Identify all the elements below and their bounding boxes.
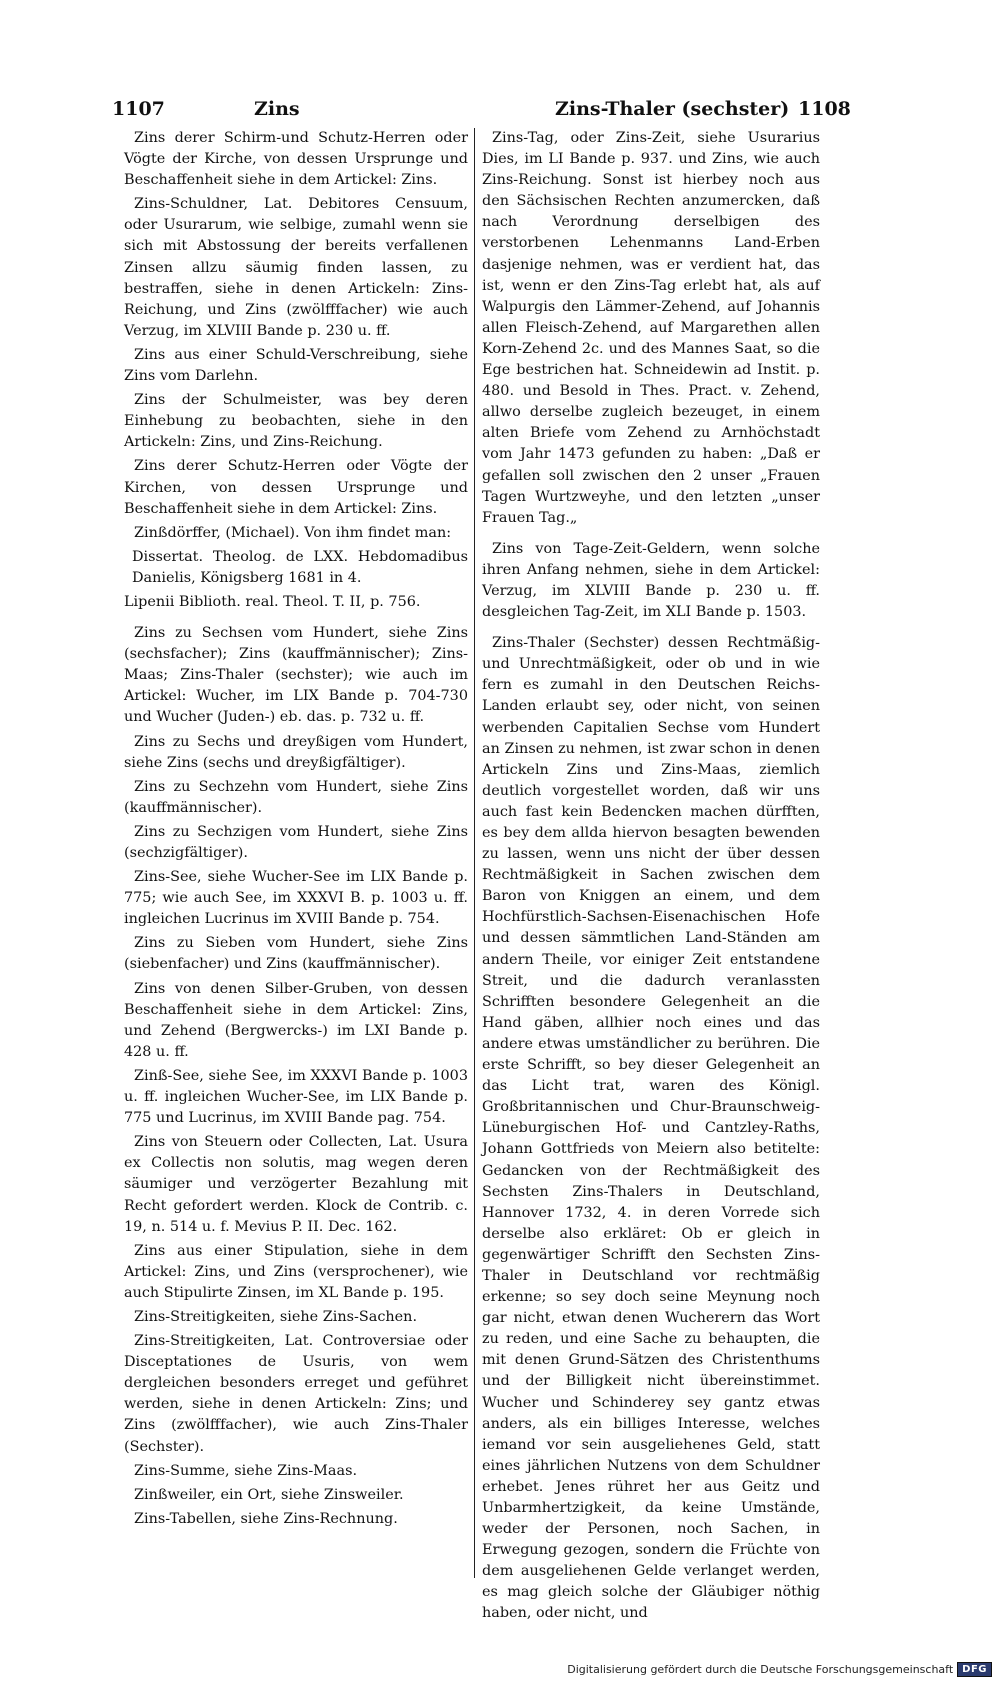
right-column: [482, 128, 820, 1628]
dfg-logo: DFG: [957, 1662, 992, 1677]
entry-dissertatio: Dissertat. Theolog. de LXX. Hebdomadibus Danielis, Königsberg 1681 in 4.: [132, 548, 468, 586]
entry-zinssdoerffer: Zinßdörffer, (Michael). Von ihm findet man:: [134, 524, 452, 541]
entry-stipulation: Zins aus einer Stipulation, siehe in dem Artickel: Zins, und Zins (versprochener), wie auch Stipulirte Zinsen, im XL Bande p. 195.: [124, 1242, 468, 1301]
entry-sechzig: Zins zu Sechzigen vom Hundert, siehe Zins (sechzigfältiger).: [124, 823, 468, 861]
entry-streitigkeiten-2: Zins-Streitigkeiten, Lat. Controversiae oder Disceptationes de Usuris, von wem dergleichen besonders erreget und geführet werden, siehe in denen Artickeln: Zins; und Zins (zwölfffacher), wie auch Zins-Thaler (Sechster).: [124, 1333, 468, 1455]
entry-zins-thaler: Zins-Thaler (Sechster) dessen Rechtmäßig- und Unrechtmäßigkeit, oder ob und in wie fern es zumahl in den Deutschen Reichs-Landen erlaubt sey, oder nicht, von seinen werbenden Capitalien Sechse vom Hundert an Zinsen zu nehmen, ist zwar schon in denen Artickeln Zins und Zins-Maas, ziemlich deutlich vorgestellet worden, daß wir uns auch fast kein Bedencken machen dürfften, es bey dem allda hiervon besagten bewenden zu lassen, wenn uns nicht der über dessen Rechtmäßigkeit in Sachen zwischen dem Baron von Kniggen an einem, und dem Hochfürstlich-Sachsen-Eisenachischen Hofe und dessen sämmtlichen Land-Ständen am andern Theile, vor einiger Zeit entstandene Streit, und die dadurch veranlassten Schrifften besondere Gelegenheit an die Hand gäben, allhier noch eines und das andere etwas umständlicher zu berühren. Die erste Schrifft, so bey dieser Gelegenheit an das Licht trat, waren des Königl. Großbritannischen und Chur-Braunschweig-Lüneburgischen Hof- und Cantzley-Raths, Johann Gottfrieds von Meiern also betitelte: Gedancken von der Rechtmäßigkeit des Sechsten Zins-Thalers in Deutschland, Hannover 1732, 4. in deren Vorrede sich derselbe also erkläret: Ob er gleich in gegenwärtiger Schrifft den Sechsten Zins-Thaler in Deutschland vor rechtmäßig erkenne; so sey doch seine Meynung noch gar nicht, etwan denen Wucherern das Wort zu reden, und eine Sache zu behaupten, die mit denen Grund-Sätzen des Christenthums und der Billigkeit nicht übereinstimmet. Wucher und Schinderey sey gantz etwas anders, als ein billiges Interesse, welches iemand vor sein ausgeliehenes Geld, statt eines jährlichen Nutzens von dem Schuldner erhebet. Jenes rühret her aus Geitz und Unbarmhertzigkeit, da keine Umstände, weder der Personen, noch Sachen, in Erwegung gezogen, sondern die Früchte von dem ausgeliehenen Gelde verlanget werden, es mag gleich solche der Gläubiger nöthig haben, oder nicht, und: [482, 635, 820, 1622]
entry-summe: Zins-Summe, siehe Zins-Maas.: [134, 1462, 358, 1479]
entry-schuld-verschreibung: Zins aus einer Schuld-Verschreibung, siehe Zins vom Darlehn.: [124, 346, 468, 385]
entry-sechzehn: Zins zu Sechzehn vom Hundert, siehe Zins (kauffmännischer).: [124, 778, 468, 816]
entry-steuern: Zins von Steuern oder Collecten, Lat. Usura ex Collectis non solutis, mag wegen deren säumiger und verzögerter Bezahlung mit Recht gefordert werden. Klock de Contrib. c. 19, n. 514 u. f. Mevius P. II. Dec. 162.: [124, 1134, 468, 1235]
left-page-number: 1107: [112, 98, 165, 120]
entry-schutz-herren: Zins derer Schutz-Herren oder Vögte der Kirchen, von dessen Ursprunge und Beschaffenheit siehe in dem Artickel: Zins.: [124, 458, 468, 517]
column-divider: [474, 128, 475, 1578]
entry-zins-tag: Zins-Tag, oder Zins-Zeit, siehe Usurarius Dies, im LI Bande p. 937. und Zins, wie auch Zins-Reichung. Sonst ist hierbey noch aus den Sächsischen Rechten anzumercken, daß nach Verordnung derselbigen des verstorbenen Lehenmanns Land-Erben dasjenige nehmen, was er verdient hat, das ist, wenn er den Zins-Tag erlebt hat, als auf Walpurgis den Lämmer-Zehend, auf Johannis allen Fleisch-Zehend, auf Margarethen allen Korn-Zehend 2c. und des Mannes Saat, so die Ege bestrichen hat. Schneidewin ad Instit. p. 480. und Besold in Thes. Pract. v. Zehend, allwo derselbe zugleich bezeuget, in einem alten Briefe vom Zehend zu Arnhöchstadt vom Jahr 1473 gefunden zu haben: „Daß er gefallen soll zwischen den 2 unser „Frauen Tagen Wurtzweyhe, und den letzten „unser Frauen Tag.„: [482, 130, 820, 526]
entry-zinssweiler: Zinßweiler, ein Ort, siehe Zinsweiler.: [134, 1486, 404, 1503]
entry-sechs-und-dreyssig: Zins zu Sechs und dreyßigen vom Hundert, siehe Zins (sechs und dreyßigfältiger).: [124, 733, 468, 771]
entry-schirm-herren: Zins derer Schirm-und Schutz-Herren oder Vögte der Kirche, von dessen Ursprunge und Beschaffenheit siehe in dem Artickel: Zins.: [124, 130, 468, 189]
entry-zins-schuldner: Zins-Schuldner, Lat. Debitores Censuum, oder Usurarum, wie selbige, zumahl wenn sie sich mit Abstossung der bereits verfallenen Zinsen allzu säumig finden lassen, zu bestraffen, siehe in denen Artickeln: Zins-Reichung, und Zins (zwölfffacher) wie auch Verzug, im XLVIII Bande p. 230 u. ff.: [124, 196, 468, 339]
right-running-head: Zins-Thaler (sechster): [555, 98, 790, 120]
entry-tabellen: Zins-Tabellen, siehe Zins-Rechnung.: [134, 1510, 398, 1527]
entry-schulmeister: Zins der Schulmeister, was bey deren Einhebung zu beobachten, siehe in den Artickeln: Zins, und Zins-Reichung.: [124, 392, 468, 451]
digitization-credit: [567, 1660, 992, 1678]
entry-zins-see: Zins-See, siehe Wucher-See im LIX Bande p. 775; wie auch See, im XXXVI B. p. 1003 u. ff. ingleichen Lucrinus im XVIII Bande p. 754.: [124, 869, 468, 928]
entry-sieben: Zins zu Sieben vom Hundert, siehe Zins (siebenfacher) und Zins (kauffmännischer).: [124, 935, 468, 973]
entry-zu-sechsen: Zins zu Sechsen vom Hundert, siehe Zins (sechsfacher); Zins (kauffmännischer); Zins-Maas; Zins-Thaler (sechster); wie auch im Artickel: Wucher, im LIX Bande p. 704-730 und Wucher (Juden-) eb. das. p. 732 u. ff.: [124, 625, 468, 726]
entry-silber-gruben: Zins von denen Silber-Gruben, von dessen Beschaffenheit siehe in dem Artickel: Zins, und Zehend (Bergwercks-) im LXI Bande p. 428 u. ff.: [124, 980, 468, 1060]
entry-lipenii: Lipenii Biblioth. real. Theol. T. II, p. 756.: [124, 593, 421, 610]
right-page-number: 1108: [798, 98, 851, 120]
credit-text: Digitalisierung gefördert durch die Deutsche Forschungsgemeinschaft: [567, 1662, 954, 1676]
left-column: [124, 128, 468, 1533]
entry-zinss-see: Zinß-See, siehe See, im XXXVI Bande p. 1003 u. ff. ingleichen Wucher-See, im LIX Bande p. 775 und Lucrinus, im XVIII Bande pag. 754.: [124, 1067, 468, 1127]
entry-streitigkeiten-1: Zins-Streitigkeiten, siehe Zins-Sachen.: [134, 1308, 418, 1325]
left-running-head: Zins: [254, 98, 300, 120]
entry-tage-zeit-geldern: Zins von Tage-Zeit-Geldern, wenn solche ihren Anfang nehmen, siehe in dem Artickel: Verzug, im XLVIII Bande p. 230 u. ff. desgleichen Tag-Zeit, im XLI Bande p. 1503.: [482, 540, 820, 621]
